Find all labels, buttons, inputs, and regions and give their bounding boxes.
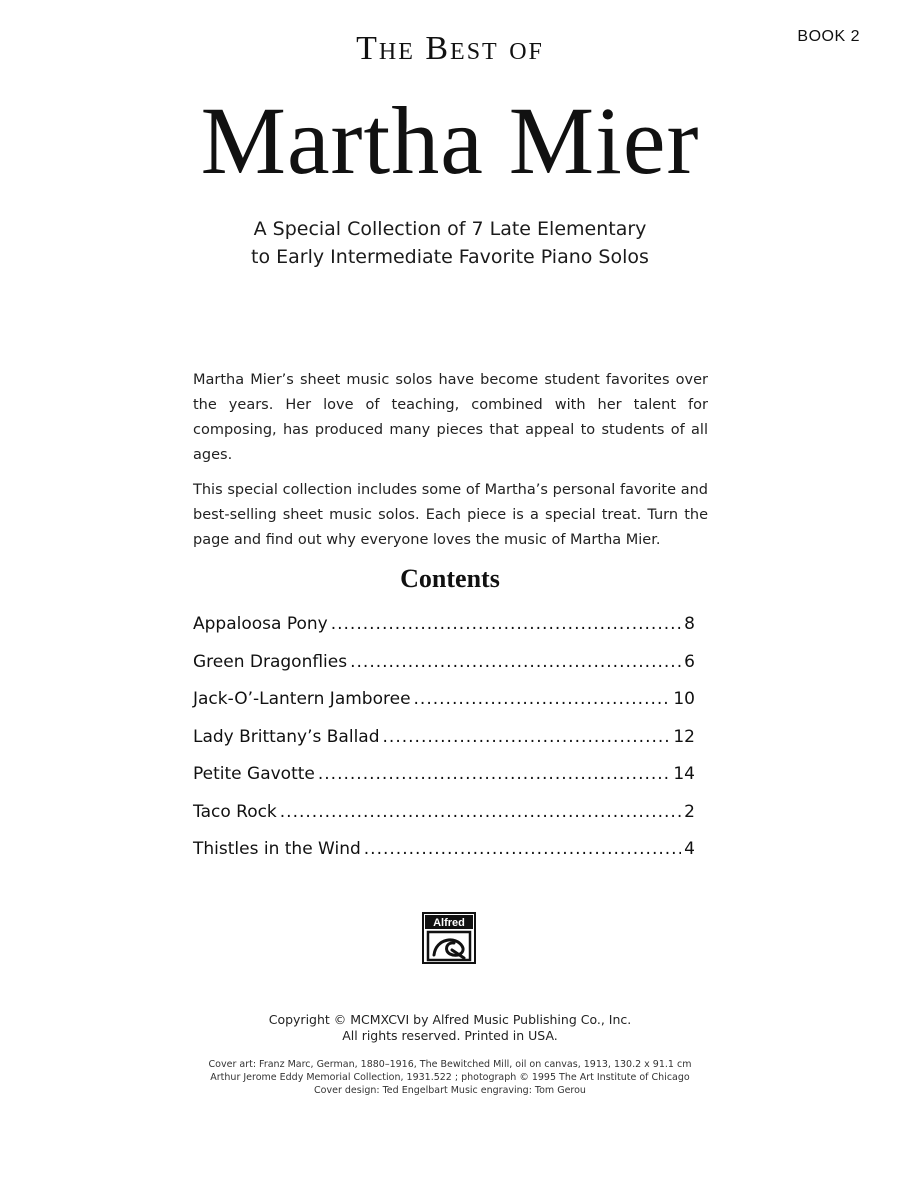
copyright-line-1: Copyright © MCMXCVI by Alfred Music Publishing Co., Inc. — [268, 1012, 632, 1027]
toc-entry-page: 8 — [684, 614, 695, 634]
credits-line-3: Cover design: Ted Engelbart Music engraving: Tom Gerou — [314, 1085, 586, 1096]
subtitle — [0, 215, 900, 271]
toc-entry-title: Appaloosa Pony — [193, 614, 328, 634]
toc-entry-page: 2 — [684, 801, 695, 822]
toc-dot-leader — [331, 608, 681, 640]
toc-dot-leader — [318, 758, 670, 790]
toc-dot-leader — [414, 683, 671, 715]
toc-entry-page: 6 — [684, 651, 695, 672]
contents-heading: Contents — [400, 564, 500, 593]
toc-entry-title: Thistles in the Wind — [193, 839, 361, 859]
toc-entry — [193, 608, 695, 646]
toc-entry-page: 14 — [673, 764, 695, 784]
intro-paragraph-1: Martha Mier’s sheet music solos have become student favorites over the years. Her love of teaching, combined with her talent for composing, has produced many pieces that appeal to students of all ages. — [193, 372, 708, 463]
series-prefix: The Best of — [356, 30, 544, 67]
toc-entry-title: Lady Brittany’s Ballad — [193, 726, 380, 747]
toc-entry — [193, 796, 695, 834]
subtitle-line-2: to Early Intermediate Favorite Piano Solos — [251, 246, 649, 268]
alfred-logo-icon — [422, 912, 476, 964]
toc-entry — [193, 683, 695, 721]
toc-entry-title: Taco Rock — [193, 801, 277, 822]
toc-entry-title: Green Dragonflies — [193, 651, 348, 672]
toc-entry-page: 10 — [673, 689, 695, 709]
toc-entry-title: Petite Gavotte — [193, 764, 315, 784]
toc-entry — [193, 833, 695, 871]
toc-entry — [193, 758, 695, 796]
table-of-contents — [193, 608, 695, 871]
toc-dot-leader — [350, 646, 681, 678]
toc-dot-leader — [383, 721, 671, 753]
intro-paragraph-2: This special collection includes some of Martha’s personal favorite and best-selling sheet music solos. Each piece is a special treat. Turn the page and find out why everyone loves the music of Martha Mier. — [193, 482, 708, 548]
copyright-notice — [0, 1012, 900, 1044]
toc-entry-title: Jack-O’-Lantern Jamboree — [193, 689, 411, 709]
toc-entry-page: 4 — [684, 839, 695, 859]
toc-dot-leader — [280, 796, 681, 828]
alfred-logo-text: Alfred — [433, 917, 465, 929]
toc-entry-page: 12 — [673, 726, 695, 747]
page-title: Martha Mier — [200, 87, 700, 194]
intro-text — [193, 368, 708, 563]
toc-entry — [193, 646, 695, 684]
toc-dot-leader — [364, 833, 681, 865]
toc-entry — [193, 721, 695, 759]
book-number-label: BOOK 2 — [797, 28, 860, 45]
credits-line-1: Cover art: Franz Marc, German, 1880–1916, The Bewitched Mill, oil on canvas, 1913, 130.2 x 91.1 cm — [208, 1059, 692, 1070]
copyright-line-2: All rights reserved. Printed in USA. — [342, 1028, 558, 1043]
credits-line-2: Arthur Jerome Eddy Memorial Collection, 1931.522 ; photograph © 1995 The Art Institute of Chicago — [210, 1072, 690, 1083]
subtitle-line-1: A Special Collection of 7 Late Elementary — [253, 218, 647, 240]
credits — [0, 1058, 900, 1097]
